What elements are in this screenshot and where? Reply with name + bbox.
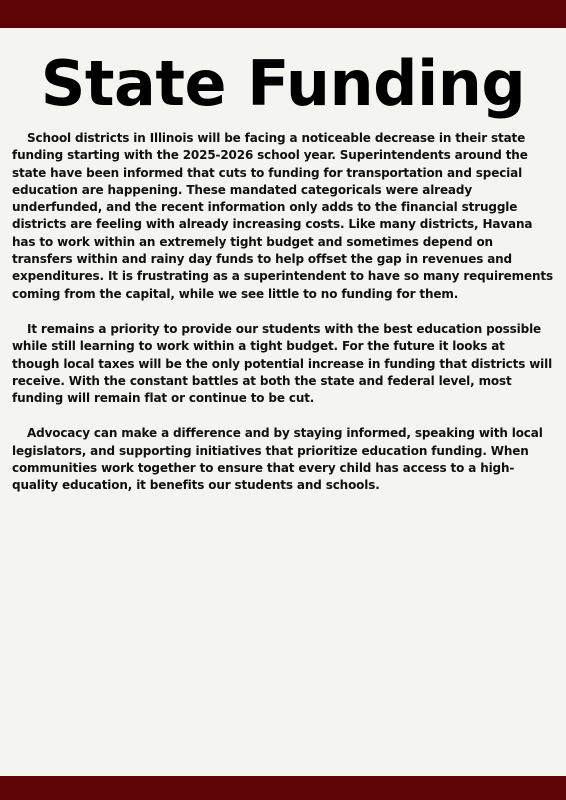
paragraph-3: Advocacy can make a difference and by staying informed, speaking with local legislators, and supporting initiatives that prioritize education funding. When communities work together to ensure that every child has access to a high-quality education, it benefits our students and schools. [12, 426, 543, 493]
page-title: State Funding [40, 47, 526, 120]
article-body [12, 130, 554, 513]
paragraph-2: It remains a priority to provide our students with the best education possible while still learning to work within a tight budget. For the future it looks at though local taxes will be the only potential increase in funding that districts will receive. With the constant battles at both the state and federal level, most funding will remain flat or continue to be cut. [12, 321, 553, 406]
paragraph-1: School districts in Illinois will be facing a noticeable decrease in their state funding starting with the 2025-2026 school year. Superintendents around the state have been informed that cuts to funding for transportation and special education are happening. These mandated categoricals were already underfunded, and the recent information only adds to the financial struggle districts are feeling with already increasing costs. Like many districts, Havana has to work within an extremely tight budget and sometimes depend on transfers within and rainy day funds to help offset the gap in revenues and expenditures. It is frustrating as a superintendent to have so many requirements coming from the capital, while we see little to no funding for them. [12, 131, 553, 301]
top-accent-bar [0, 0, 566, 28]
bottom-accent-bar [0, 776, 566, 800]
